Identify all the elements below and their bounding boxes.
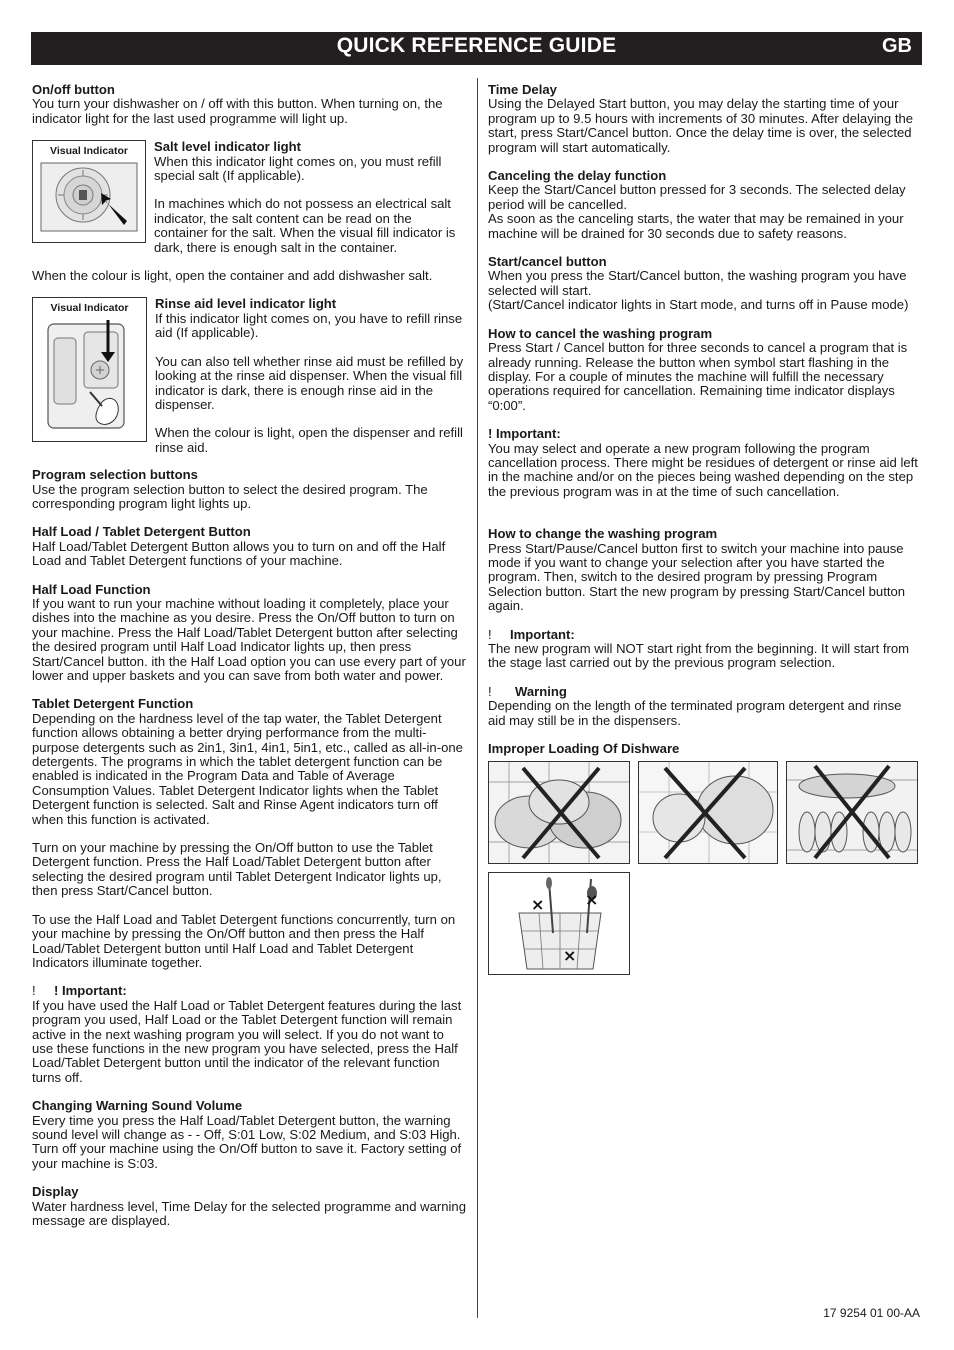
cancel-delay-body-1: Keep the Start/Cancel button pressed for 3 seconds. The selected delay period will be cancelled. — [488, 182, 906, 212]
start-cancel-body-2: (Start/Cancel indicator lights in Start mode, and turns off in Pause mode) — [488, 297, 909, 313]
halfload-button-body: Half Load/Tablet Detergent Button allows you to turn on and off the Half Load and Tablet Detergent functions of your machine. — [32, 538, 446, 569]
halfload-function-body: If you want to run your machine without loading it completely, place your dishes into the machine as you desire. Press the On/Off button to turn on your machine. Press the Half Load/Tablet Detergent button after selecting the desired program until Half Load Indicator lights up, then press Start/Cancel button. ith the Half Load option you can use every part of your lower and upper baskets and you can save from both water and power. — [32, 595, 466, 683]
warning-body: Depending on the length of the terminated program detergent and rinse aid may still be in the dispensers. — [488, 698, 902, 728]
left-column — [32, 83, 468, 1242]
important-body-right-2: The new program will NOT start right from the beginning. It will start from the stage last carried out by the previous program selection. — [488, 641, 910, 671]
important-section-left — [32, 984, 468, 1085]
improper-loading-image-1 — [488, 761, 630, 864]
rinse-indicator-block — [32, 297, 468, 455]
salt-after-text: When the colour is light, open the container and add dishwasher salt. — [32, 268, 433, 284]
display-heading: Display — [32, 1184, 79, 1200]
page-title: QUICK REFERENCE GUIDE — [336, 34, 617, 57]
change-program-section — [488, 527, 922, 613]
right-column — [488, 83, 922, 975]
tablet-function-section — [32, 697, 468, 970]
header-banner — [31, 32, 922, 65]
start-cancel-body-1: When you press the Start/Cancel button, the washing program you have selected will start. — [488, 268, 907, 298]
program-selection-section — [32, 468, 468, 511]
improper-loading-images-row-1 — [488, 761, 922, 864]
cancel-delay-section — [488, 169, 922, 241]
important-body-left: If you have used the Half Load or Tablet Detergent features during the last program you used, Half Load or the Tablet Detergent function will remain active in the next washing program you will select. If you do not want to use these functions in the new program you have selected, press the Half Load/Tablet Detergent button until the indicator of the relevant function turns off. — [32, 997, 462, 1085]
halfload-function-heading: Half Load Function — [32, 581, 151, 597]
onoff-section — [32, 83, 468, 126]
display-section — [32, 1185, 468, 1228]
salt-body-2: In machines which do not possess an electrical salt indicator, the salt content can be read on the container for the salt. When the visual fill indicator is dark, there is enough salt in the container. — [154, 196, 456, 255]
change-program-heading: How to change the washing program — [488, 526, 718, 542]
improper-loading-images-row-2 — [488, 872, 922, 975]
rinse-body-1: If this indicator light comes on, you have to refill rinse aid (If applicable). — [155, 310, 463, 341]
svg-text:×: × — [531, 895, 545, 915]
rinse-text — [155, 297, 468, 455]
important-heading-right-1: ! Important: — [488, 426, 561, 442]
important-section-right-1 — [488, 427, 922, 499]
salt-indicator-caption: Visual Indicator — [50, 145, 128, 158]
cancel-delay-body-2: As soon as the canceling starts, the water that may be remained in your machine will be drained for 30 seconds due to safety reasons. — [488, 211, 904, 241]
tablet-function-body-2: Turn on your machine by pressing the On/Off button to use the Tablet Detergent function. Press the Half Load/Tablet Detergent button after selecting the desired program until Tablet Detergent Indicator lights up, then press Start/Cancel button. — [32, 840, 442, 899]
warning-title: Warning — [515, 683, 567, 699]
salt-indicator-block — [32, 140, 468, 255]
rinse-dispenser-illustration — [40, 318, 140, 436]
halfload-button-heading: Half Load / Tablet Detergent Button — [32, 524, 251, 540]
important-section-right-2 — [488, 628, 922, 671]
display-body: Water hardness level, Time Delay for the selected programme and warning message are displayed. — [32, 1198, 466, 1228]
start-cancel-section — [488, 255, 922, 313]
halfload-function-section — [32, 583, 468, 684]
cancel-program-section — [488, 327, 922, 413]
salt-after-section — [32, 269, 468, 283]
salt-text — [154, 140, 468, 255]
tablet-function-body-1: Depending on the hardness level of the tap water, the Tablet Detergent function allows obtaining a better drying performance from the multi-purpose detergents such as 2in1, 3in1, 4in1, 5in1, etc., called as all-in-one detergents. The programs in which the tablet detergent function can be enabled is indicated in the Program Data and Table of Average Consumption Values. Tablet Detergent Indicator lights when the Tablet Detergent function is selected. Salt and Rinse Agent indicators turn off when this function is activated. — [32, 710, 463, 827]
column-divider — [477, 78, 478, 1318]
change-program-body: Press Start/Pause/Cancel button first to switch your machine into pause mode if you want to change your selection after you have started the program. Then, switch to the desired program by pressing Program Selection button. Start the new program by pressing Start/Cancel button again. — [488, 540, 906, 614]
program-selection-body: Use the program selection button to select the desired program. The corresponding program light lights up. — [32, 481, 428, 511]
important-bang-right-2: ! — [488, 626, 492, 642]
salt-dial-illustration — [39, 161, 139, 233]
important-body-right-1: You may select and operate a new program following the program cancellation process. There might be residues of detergent or rinse aid left in the machine and/or on the pieces being washed depending on the step the previous program was in at the time of such cancellation. — [488, 440, 918, 499]
important-heading-right-2 — [488, 628, 922, 642]
rinse-heading: Rinse aid level indicator light — [155, 296, 337, 312]
time-delay-body: Using the Delayed Start button, you may delay the starting time of your program up to 9.5 hours with increments of 30 minutes. After delaying the start, press Start/Cancel button. Once the delay time is over, the selected program will start automatically. — [488, 96, 914, 155]
warning-volume-heading: Changing Warning Sound Volume — [32, 1098, 243, 1114]
important-bang-left: ! — [32, 983, 36, 999]
rinse-body-3: When the colour is light, open the dispenser and refill rinse aid. — [155, 425, 463, 455]
salt-heading: Salt level indicator light — [154, 139, 301, 155]
svg-text:×: × — [563, 946, 577, 966]
onoff-body: You turn your dishwasher on / off with this button. When turning on, the indicator light for the last used programme will light up. — [32, 96, 443, 126]
halfload-button-section — [32, 525, 468, 568]
warning-heading — [488, 685, 922, 699]
warning-volume-body: Every time you press the Half Load/Tablet Detergent button, the warning sound level will change as - - Off, S:01 Low, S:02 Medium, and S:03 High. Turn off your machine using the On/Off button to save it. Factory setting of your machine is S:03. — [32, 1112, 462, 1171]
cancel-program-heading: How to cancel the washing program — [488, 325, 713, 341]
important-title-left: ! Important: — [54, 983, 127, 999]
time-delay-section — [488, 83, 922, 155]
improper-loading-heading: Improper Loading Of Dishware — [488, 741, 680, 757]
tablet-function-body-3: To use the Half Load and Tablet Detergent functions concurrently, turn on your machine by pressing the On/Off button and then press the Half Load/Tablet Detergent button until Half Load and Tablet Detergent Indicators illuminate together. — [32, 911, 456, 970]
rinse-indicator-caption: Visual Indicator — [50, 302, 129, 315]
onoff-heading: On/off button — [32, 82, 115, 97]
program-selection-heading: Program selection buttons — [32, 467, 198, 483]
improper-loading-image-2 — [638, 761, 778, 864]
salt-visual-indicator — [32, 140, 146, 243]
important-heading-left — [32, 984, 468, 998]
start-cancel-heading: Start/cancel button — [488, 254, 607, 270]
warning-section — [488, 685, 922, 728]
warning-volume-section — [32, 1099, 468, 1171]
improper-loading-image-4 — [488, 872, 630, 975]
time-delay-heading: Time Delay — [488, 82, 557, 97]
salt-body-1: When this indicator light comes on, you must refill special salt (If applicable). — [154, 153, 442, 184]
svg-text:×: × — [585, 890, 599, 910]
important-title-right-2: Important: — [510, 626, 575, 642]
cancel-program-body: Press Start / Cancel button for three seconds to cancel a program that is already running. Release the button when symbol start flashing in the display. For a couple of minutes the machine will fulfill the necessary operations required for cancellation. Remaining time indicator displays “0:00”. — [488, 340, 908, 413]
improper-loading-image-3 — [786, 761, 918, 864]
rinse-visual-indicator — [32, 297, 147, 442]
rinse-body-2: You can also tell whether rinse aid must be refilled by looking at the rinse aid dispenser. When the visual fill indicator is dark, there is enough rinse aid in the dispenser. — [155, 353, 464, 412]
document-code: 17 9254 01 00-AA — [823, 1306, 920, 1320]
cancel-delay-heading: Canceling the delay function — [488, 168, 667, 184]
language-code: GB — [882, 35, 912, 57]
warning-bang: ! — [488, 683, 492, 699]
improper-loading-section — [488, 742, 922, 756]
tablet-function-heading: Tablet Detergent Function — [32, 696, 194, 712]
